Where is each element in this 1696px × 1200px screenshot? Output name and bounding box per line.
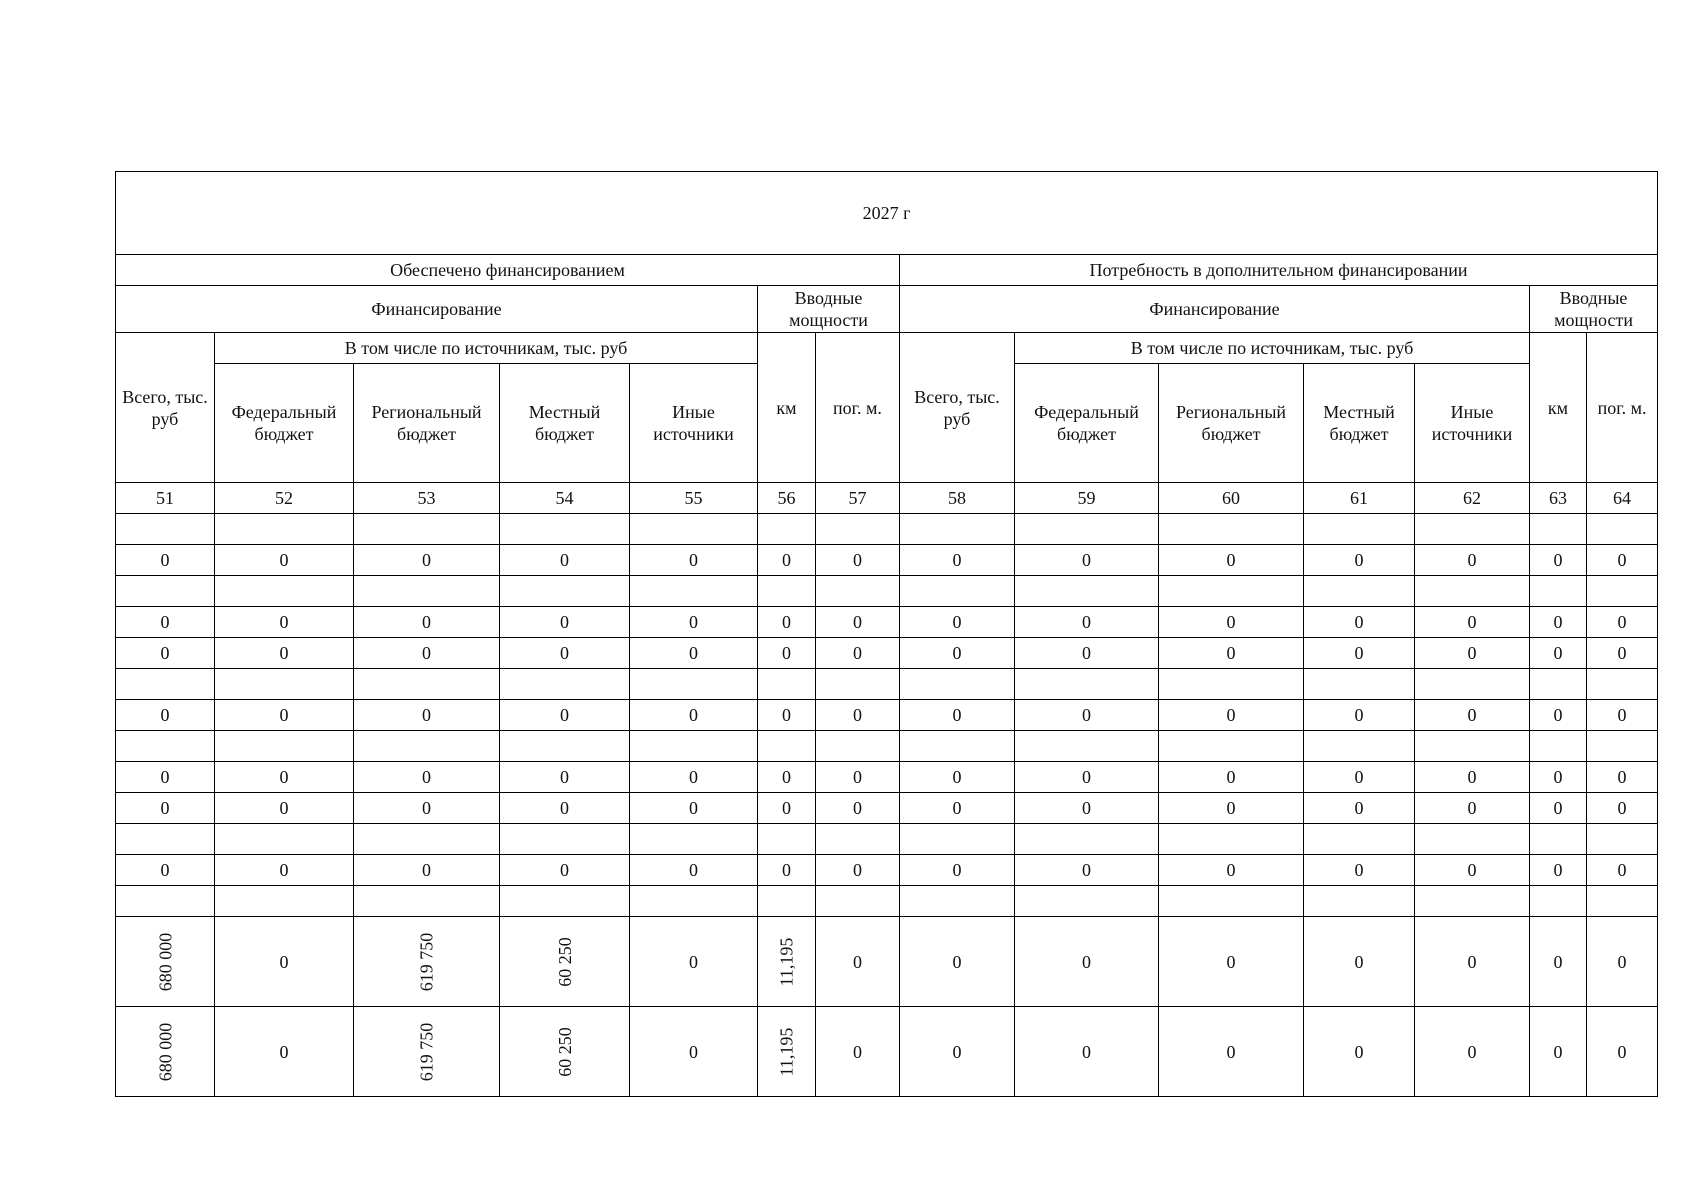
column-number: 60 (1159, 483, 1304, 514)
table-cell: 0 (1304, 638, 1415, 669)
column-number: 64 (1587, 483, 1658, 514)
table-cell: 0 (116, 793, 215, 824)
table-cell: 0 (1159, 607, 1304, 638)
table-cell (215, 886, 354, 917)
table-cell (1015, 824, 1159, 855)
table-cell (1304, 514, 1415, 545)
table-cell (900, 669, 1015, 700)
table-cell: 0 (816, 545, 900, 576)
table-cell: 0 (1015, 1007, 1159, 1097)
additional-financing-header: Потребность в дополнительном финансировании (900, 255, 1658, 286)
column-number: 58 (900, 483, 1015, 514)
table-cell: 0 (758, 638, 816, 669)
table-cell: 0 (1530, 700, 1587, 731)
local-header: Местный бюджет (500, 364, 630, 483)
table-cell (1304, 886, 1415, 917)
table-cell (1415, 514, 1530, 545)
table-cell (500, 731, 630, 762)
table-row (116, 824, 1658, 855)
table-cell: 0 (1159, 700, 1304, 731)
table-cell (1587, 669, 1658, 700)
column-number: 51 (116, 483, 215, 514)
table-cell: 0 (1587, 762, 1658, 793)
table-cell (1015, 576, 1159, 607)
table-cell: 0 (816, 917, 900, 1007)
table-cell: 0 (816, 700, 900, 731)
column-number: 62 (1415, 483, 1530, 514)
table-cell (116, 1007, 215, 1097)
table-cell (900, 824, 1015, 855)
table-cell (630, 514, 758, 545)
table-cell: 0 (1530, 855, 1587, 886)
table-cell (354, 886, 500, 917)
table-cell (1159, 669, 1304, 700)
table-cell (1530, 886, 1587, 917)
column-number: 56 (758, 483, 816, 514)
table-cell (1304, 731, 1415, 762)
km-header: км (758, 333, 816, 483)
table-cell: 0 (215, 793, 354, 824)
table-cell (816, 514, 900, 545)
table-cell: 0 (1015, 762, 1159, 793)
rotated-value: 619 750 (416, 932, 437, 991)
table-cell: 0 (500, 855, 630, 886)
table-cell (215, 514, 354, 545)
table-cell (215, 576, 354, 607)
rotated-value: 680 000 (155, 1022, 175, 1081)
table-cell: 0 (1015, 855, 1159, 886)
table-row (116, 638, 1658, 669)
table-cell: 0 (816, 762, 900, 793)
table-cell: 0 (1304, 762, 1415, 793)
table-cell: 0 (215, 855, 354, 886)
table-cell (630, 731, 758, 762)
year-header: 2027 г (116, 172, 1658, 255)
table-cell: 0 (1415, 545, 1530, 576)
table-cell (816, 669, 900, 700)
table-cell: 0 (354, 762, 500, 793)
table-cell (500, 886, 630, 917)
table-cell: 0 (354, 793, 500, 824)
table-cell: 0 (758, 700, 816, 731)
table-cell: 0 (1304, 855, 1415, 886)
table-row (116, 917, 1658, 1007)
table-row (116, 762, 1658, 793)
table-cell: 0 (1159, 1007, 1304, 1097)
table-cell: 0 (1015, 700, 1159, 731)
table-cell: 0 (1415, 1007, 1530, 1097)
rotated-value: 60 250 (554, 1026, 575, 1077)
table-cell (116, 576, 215, 607)
table-cell: 0 (900, 917, 1015, 1007)
rotated-value: 60 250 (554, 936, 575, 987)
table-cell: 0 (500, 762, 630, 793)
table-cell (630, 669, 758, 700)
table-cell: 0 (758, 545, 816, 576)
table-cell: 0 (1304, 1007, 1415, 1097)
regional-header-additional: Региональный бюджет (1159, 364, 1304, 483)
table-cell: 0 (215, 1007, 354, 1097)
table-cell: 0 (630, 855, 758, 886)
table-cell (900, 731, 1015, 762)
table-cell (816, 886, 900, 917)
table-cell (1159, 576, 1304, 607)
column-numbers-row (116, 483, 1658, 514)
table-cell: 0 (1015, 793, 1159, 824)
table-cell (354, 514, 500, 545)
km-header-additional: км (1530, 333, 1587, 483)
table-cell (1530, 576, 1587, 607)
table-cell (1530, 731, 1587, 762)
table-cell: 0 (816, 793, 900, 824)
table-cell (630, 824, 758, 855)
table-cell: 0 (1415, 700, 1530, 731)
table-cell (900, 886, 1015, 917)
table-cell: 0 (758, 793, 816, 824)
table-cell: 0 (354, 700, 500, 731)
local-header-additional: Местный бюджет (1304, 364, 1415, 483)
table-cell: 0 (630, 917, 758, 1007)
table-cell (1015, 514, 1159, 545)
table-cell (1015, 886, 1159, 917)
table-cell (1304, 669, 1415, 700)
table-cell (1159, 731, 1304, 762)
table-cell (1159, 886, 1304, 917)
table-cell: 0 (900, 762, 1015, 793)
table-cell: 0 (1415, 762, 1530, 793)
table-cell: 0 (900, 638, 1015, 669)
table-cell (758, 514, 816, 545)
federal-header: Федеральный бюджет (215, 364, 354, 483)
table-cell: 0 (816, 855, 900, 886)
table-cell: 0 (1587, 638, 1658, 669)
table-cell: 0 (1015, 638, 1159, 669)
table-cell: 0 (116, 545, 215, 576)
table-cell (500, 669, 630, 700)
table-cell: 0 (1304, 545, 1415, 576)
table-cell: 0 (116, 638, 215, 669)
table-cell (116, 514, 215, 545)
table-cell: 0 (215, 638, 354, 669)
table-cell: 0 (354, 638, 500, 669)
table-cell: 0 (630, 607, 758, 638)
table-cell: 0 (1015, 545, 1159, 576)
table-cell (1530, 824, 1587, 855)
table-cell: 0 (116, 700, 215, 731)
column-number: 53 (354, 483, 500, 514)
table-cell: 0 (1587, 855, 1658, 886)
table-cell (1415, 731, 1530, 762)
table-cell (500, 1007, 630, 1097)
rotated-value: 680 000 (155, 932, 175, 991)
column-number: 54 (500, 483, 630, 514)
table-cell: 0 (500, 700, 630, 731)
column-number: 55 (630, 483, 758, 514)
table-cell: 0 (758, 607, 816, 638)
table-cell (758, 824, 816, 855)
financing-header-additional: Финансирование (900, 286, 1530, 333)
table-cell: 0 (215, 700, 354, 731)
table-cell: 0 (1304, 607, 1415, 638)
table-cell: 0 (1530, 917, 1587, 1007)
table-cell (500, 917, 630, 1007)
table-cell (354, 824, 500, 855)
table-cell: 0 (1415, 917, 1530, 1007)
table-cell: 0 (1415, 793, 1530, 824)
column-number: 61 (1304, 483, 1415, 514)
table-cell (354, 1007, 500, 1097)
table-cell (758, 669, 816, 700)
table-cell: 0 (354, 855, 500, 886)
table-cell: 0 (900, 1007, 1015, 1097)
table-cell (900, 514, 1015, 545)
column-number: 63 (1530, 483, 1587, 514)
table-cell (630, 576, 758, 607)
rotated-value: 11,195 (776, 1027, 797, 1076)
table-cell: 0 (900, 793, 1015, 824)
table-cell: 0 (1304, 700, 1415, 731)
table-cell: 0 (215, 545, 354, 576)
table-cell (215, 824, 354, 855)
table-row (116, 886, 1658, 917)
other-header: Иные источники (630, 364, 758, 483)
table-cell: 0 (1415, 855, 1530, 886)
table-row (116, 669, 1658, 700)
other-header-additional: Иные источники (1415, 364, 1530, 483)
table-row (116, 607, 1658, 638)
by-sources-header: В том числе по источникам, тыс. руб (215, 333, 758, 364)
table-cell (116, 917, 215, 1007)
pog-m-header-additional: пог. м. (1587, 333, 1658, 483)
table-cell: 0 (1304, 917, 1415, 1007)
table-cell: 0 (215, 762, 354, 793)
table-cell (215, 669, 354, 700)
financing-header: Финансирование (116, 286, 758, 333)
table-cell (1015, 731, 1159, 762)
table-cell: 0 (900, 855, 1015, 886)
pog-m-header: пог. м. (816, 333, 900, 483)
table-cell: 0 (1587, 793, 1658, 824)
column-number: 52 (215, 483, 354, 514)
table-cell: 0 (1415, 638, 1530, 669)
total-header: Всего, тыс. руб (116, 333, 215, 483)
table-cell (116, 886, 215, 917)
table-cell: 0 (354, 545, 500, 576)
by-sources-header-additional: В том числе по источникам, тыс. руб (1015, 333, 1530, 364)
table-cell: 0 (1159, 762, 1304, 793)
total-header-additional: Всего, тыс. руб (900, 333, 1015, 483)
table-cell: 0 (500, 638, 630, 669)
table-cell (354, 917, 500, 1007)
table-cell: 0 (900, 607, 1015, 638)
table-cell: 0 (1530, 1007, 1587, 1097)
table-row (116, 545, 1658, 576)
table-cell: 0 (1587, 545, 1658, 576)
table-cell: 0 (1415, 607, 1530, 638)
table-cell (1587, 514, 1658, 545)
table-cell: 0 (758, 762, 816, 793)
table-cell: 0 (1304, 793, 1415, 824)
table-cell (500, 514, 630, 545)
table-cell: 0 (630, 700, 758, 731)
table-row (116, 793, 1658, 824)
table-cell: 0 (630, 1007, 758, 1097)
table-cell (500, 824, 630, 855)
table-cell: 0 (1159, 545, 1304, 576)
rotated-value: 11,195 (776, 937, 797, 986)
table-cell (758, 731, 816, 762)
table-cell (1530, 514, 1587, 545)
table-cell (116, 669, 215, 700)
table-cell (816, 576, 900, 607)
table-cell: 0 (1587, 917, 1658, 1007)
table-cell: 0 (630, 793, 758, 824)
table-cell: 0 (1530, 762, 1587, 793)
table-cell: 0 (630, 545, 758, 576)
table-cell (1415, 669, 1530, 700)
table-cell (215, 731, 354, 762)
table-cell (1415, 886, 1530, 917)
table-cell: 0 (1159, 638, 1304, 669)
table-cell: 0 (1530, 545, 1587, 576)
table-row (116, 576, 1658, 607)
table-cell (758, 917, 816, 1007)
table-cell (1159, 824, 1304, 855)
table-cell (1304, 576, 1415, 607)
financing-table (115, 171, 1658, 1097)
table-cell (354, 731, 500, 762)
table-cell: 0 (500, 793, 630, 824)
table-cell: 0 (116, 762, 215, 793)
table-cell (758, 576, 816, 607)
rotated-value: 619 750 (416, 1022, 437, 1081)
table-cell (1587, 731, 1658, 762)
table-cell (1304, 824, 1415, 855)
table-row (116, 731, 1658, 762)
table-cell: 0 (1530, 793, 1587, 824)
table-cell (1587, 824, 1658, 855)
table-cell: 0 (900, 700, 1015, 731)
table-cell: 0 (215, 917, 354, 1007)
table-cell (1415, 576, 1530, 607)
table-cell: 0 (1587, 700, 1658, 731)
column-number: 59 (1015, 483, 1159, 514)
capacity-header-additional: Вводные мощности (1530, 286, 1658, 333)
table-cell: 0 (630, 638, 758, 669)
table-cell (1415, 824, 1530, 855)
table-cell (758, 1007, 816, 1097)
table-cell (354, 576, 500, 607)
table-cell (1530, 669, 1587, 700)
table-cell: 0 (816, 1007, 900, 1097)
table-cell: 0 (1015, 917, 1159, 1007)
table-cell: 0 (1587, 1007, 1658, 1097)
table-cell: 0 (116, 855, 215, 886)
table-cell: 0 (215, 607, 354, 638)
column-number: 57 (816, 483, 900, 514)
table-cell: 0 (1587, 607, 1658, 638)
table-cell (116, 731, 215, 762)
table-cell (816, 824, 900, 855)
table-cell: 0 (900, 545, 1015, 576)
secured-financing-header: Обеспечено финансированием (116, 255, 900, 286)
table-cell: 0 (116, 607, 215, 638)
table-cell (900, 576, 1015, 607)
federal-header-additional: Федеральный бюджет (1015, 364, 1159, 483)
table-cell (354, 669, 500, 700)
table-cell: 0 (1530, 607, 1587, 638)
table-cell: 0 (500, 545, 630, 576)
table-cell (1587, 576, 1658, 607)
table-cell (1587, 886, 1658, 917)
table-cell: 0 (354, 607, 500, 638)
table-cell (758, 886, 816, 917)
table-cell: 0 (1159, 917, 1304, 1007)
table-cell: 0 (816, 607, 900, 638)
table-cell (630, 886, 758, 917)
table-cell: 0 (1015, 607, 1159, 638)
table-cell (816, 731, 900, 762)
table-cell: 0 (816, 638, 900, 669)
table-row (116, 700, 1658, 731)
table-row (116, 514, 1658, 545)
table-cell: 0 (500, 607, 630, 638)
regional-header: Региональный бюджет (354, 364, 500, 483)
capacity-header: Вводные мощности (758, 286, 900, 333)
table-cell (1159, 514, 1304, 545)
table-cell: 0 (758, 855, 816, 886)
table-cell: 0 (1159, 855, 1304, 886)
table-row (116, 855, 1658, 886)
table-cell: 0 (630, 762, 758, 793)
table-cell: 0 (1530, 638, 1587, 669)
table-cell: 0 (1159, 793, 1304, 824)
table-row (116, 1007, 1658, 1097)
table-cell (116, 824, 215, 855)
table-cell (500, 576, 630, 607)
table-cell (1015, 669, 1159, 700)
